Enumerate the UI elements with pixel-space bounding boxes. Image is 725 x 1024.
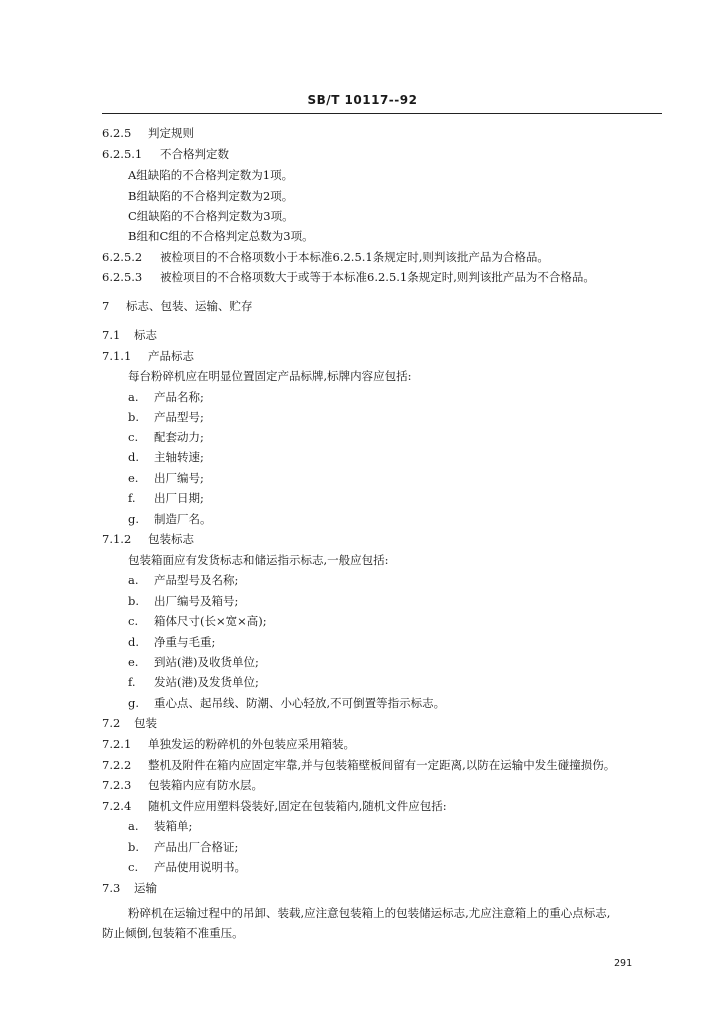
- section-heading: [102, 328, 157, 342]
- list-item: [128, 471, 204, 485]
- item-label: f.: [128, 675, 136, 689]
- item-label: c.: [128, 430, 139, 444]
- page-number: 291: [614, 958, 633, 969]
- section-title: 标志: [134, 328, 157, 342]
- clause-text: 包装箱内应有防水层。: [148, 778, 263, 792]
- section-title: 包装: [134, 716, 157, 730]
- list-item: [128, 696, 445, 710]
- section-title: 不合格判定数: [160, 147, 229, 161]
- item-text: 重心点、起吊线、防潮、小心轻放,不可倒置等指示标志。: [154, 696, 446, 710]
- section-title: 包装标志: [148, 532, 194, 546]
- section-heading: [102, 349, 194, 363]
- paragraph: 每台粉碎机应在明显位置固定产品标牌,标牌内容应包括:: [128, 369, 412, 383]
- item-text: 箱体尺寸(长×宽×高);: [154, 614, 267, 628]
- item-text: 产品出厂合格证;: [154, 840, 239, 854]
- paragraph: 粉碎机在运输过程中的吊卸、装载,应注意包装箱上的包装储运标志,尤应注意箱上的重心点标志,: [128, 906, 611, 920]
- list-item: [128, 573, 238, 587]
- clause-number: 6.2.5.3: [102, 270, 143, 284]
- standard-code-header: SB/T 10117--92: [307, 93, 418, 107]
- clause-number: 7.2.1: [102, 737, 132, 751]
- list-item: [128, 860, 246, 874]
- rule-line: C组缺陷的不合格判定数为3项。: [128, 209, 294, 223]
- clause-number: 6.2.5.2: [102, 250, 143, 264]
- item-label: a.: [128, 819, 139, 833]
- clause-number: 7.2.2: [102, 758, 132, 772]
- header-rule: [102, 113, 662, 114]
- rule-line: B组和C组的不合格判定总数为3项。: [128, 229, 314, 243]
- section-title: 运输: [134, 881, 157, 895]
- clause-text: 随机文件应用塑料袋装好,固定在包装箱内,随机文件应包括:: [148, 799, 447, 813]
- item-label: e.: [128, 471, 139, 485]
- clause: [102, 758, 615, 772]
- item-label: d.: [128, 450, 140, 464]
- item-text: 出厂编号及箱号;: [154, 594, 239, 608]
- clause-text: 整机及附件在箱内应固定牢靠,并与包装箱壁板间留有一定距离,以防在运输中发生碰撞损伤。: [148, 758, 616, 772]
- item-label: b.: [128, 840, 140, 854]
- clause-text: 被检项目的不合格项数小于本标准6.2.5.1条规定时,则判该批产品为合格品。: [160, 250, 549, 264]
- item-label: c.: [128, 614, 139, 628]
- list-item: [128, 491, 204, 505]
- item-text: 装箱单;: [154, 819, 193, 833]
- item-label: d.: [128, 635, 140, 649]
- list-item: [128, 840, 238, 854]
- section-number: 7.1.1: [102, 349, 132, 363]
- item-text: 产品型号及名称;: [154, 573, 239, 587]
- section-title: 产品标志: [148, 349, 194, 363]
- list-item: [128, 655, 259, 669]
- item-text: 产品使用说明书。: [154, 860, 246, 874]
- item-label: g.: [128, 512, 140, 526]
- chapter-heading: [102, 299, 253, 313]
- list-item: [128, 635, 215, 649]
- paragraph: 包装箱面应有发货标志和储运指示标志,一般应包括:: [128, 553, 389, 567]
- item-label: a.: [128, 573, 139, 587]
- clause: [102, 270, 595, 284]
- clause-number: 7.2.3: [102, 778, 132, 792]
- item-text: 净重与毛重;: [154, 635, 216, 649]
- clause: [102, 737, 355, 751]
- item-label: e.: [128, 655, 139, 669]
- item-label: f.: [128, 491, 136, 505]
- list-item: [128, 594, 238, 608]
- item-text: 制造厂名。: [154, 512, 212, 526]
- clause: [102, 778, 263, 792]
- clause: [102, 799, 447, 813]
- section-heading: [102, 126, 194, 140]
- item-label: c.: [128, 860, 139, 874]
- section-number: 7.1: [102, 328, 121, 342]
- list-item: [128, 512, 212, 526]
- section-number: 6.2.5.1: [102, 147, 143, 161]
- item-text: 产品名称;: [154, 390, 204, 404]
- section-heading: [102, 881, 157, 895]
- rule-line: B组缺陷的不合格判定数为2项。: [128, 189, 294, 203]
- section-heading: [102, 147, 229, 161]
- paragraph: 防止倾倒,包装箱不准重压。: [102, 926, 244, 940]
- section-title: 判定规则: [148, 126, 194, 140]
- section-number: 7.2: [102, 716, 121, 730]
- item-text: 到站(港)及收货单位;: [154, 655, 259, 669]
- item-text: 主轴转速;: [154, 450, 204, 464]
- chapter-title: 标志、包装、运输、贮存: [126, 299, 253, 313]
- rule-line: A组缺陷的不合格判定数为1项。: [128, 168, 294, 182]
- chapter-number: 7: [102, 299, 110, 313]
- item-text: 配套动力;: [154, 430, 204, 444]
- section-number: 7.3: [102, 881, 121, 895]
- clause: [102, 250, 549, 264]
- clause-text: 单独发运的粉碎机的外包装应采用箱装。: [148, 737, 355, 751]
- item-label: g.: [128, 696, 140, 710]
- list-item: [128, 430, 204, 444]
- item-label: b.: [128, 410, 140, 424]
- item-text: 发站(港)及发货单位;: [154, 675, 259, 689]
- item-text: 产品型号;: [154, 410, 204, 424]
- clause-number: 7.2.4: [102, 799, 132, 813]
- list-item: [128, 410, 204, 424]
- list-item: [128, 450, 204, 464]
- item-label: b.: [128, 594, 140, 608]
- item-text: 出厂编号;: [154, 471, 204, 485]
- section-number: 7.1.2: [102, 532, 132, 546]
- list-item: [128, 819, 192, 833]
- section-heading: [102, 532, 194, 546]
- item-label: a.: [128, 390, 139, 404]
- clause-text: 被检项目的不合格项数大于或等于本标准6.2.5.1条规定时,则判该批产品为不合格品。: [160, 270, 595, 284]
- section-number: 6.2.5: [102, 126, 132, 140]
- item-text: 出厂日期;: [154, 491, 204, 505]
- section-heading: [102, 716, 157, 730]
- list-item: [128, 675, 259, 689]
- list-item: [128, 390, 204, 404]
- list-item: [128, 614, 267, 628]
